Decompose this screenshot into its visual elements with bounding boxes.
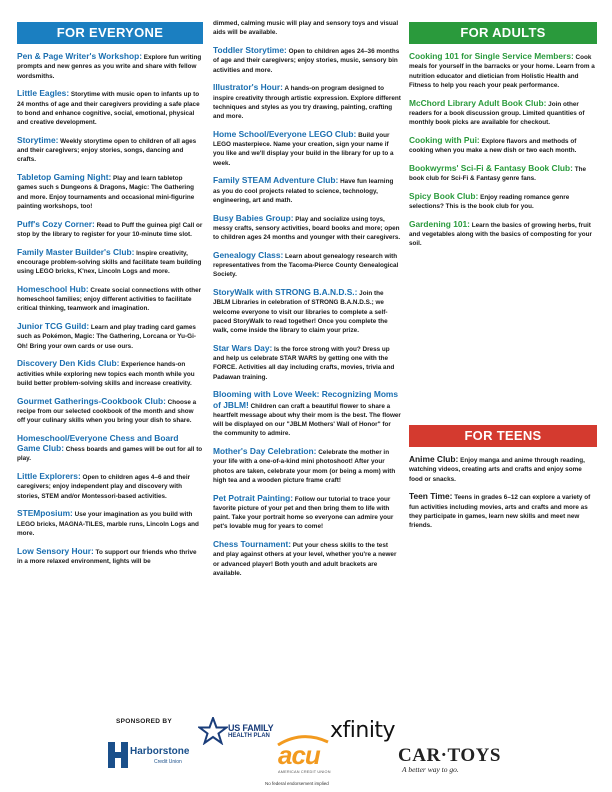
program-title: Gardening 101: — [409, 218, 470, 229]
program-description: To support our friends who thrive in a more relaxed environment, lights will be — [17, 548, 197, 565]
everyone-continued-list — [213, 19, 401, 578]
program-title: McChord Library Adult Book Club: — [409, 97, 547, 108]
program-description: Weekly storytime open to children of all ages and their caregivers; enjoy stories, songs, dancing and crafts. — [17, 137, 197, 164]
everyone-continued-column — [213, 19, 401, 587]
program-title: Little Eagles: — [17, 88, 70, 99]
sponsored-by-label: SPONSORED BY — [116, 718, 172, 725]
program-title: Illustrator's Hour: — [213, 82, 283, 93]
program-description: Read to Puff the guinea pig! Call or stop by the library to register for your 10-minute time slot. — [17, 221, 203, 238]
program-entry — [213, 288, 401, 335]
program-description: Inspire creativity, encourage problem-solving skills and facilitate team building using LEGO bricks, K'nex, Lincoln Logs and more. — [17, 249, 202, 275]
program-description: Build your LEGO masterpiece. Name your creation, sign your name if you like and we'll display your build in the library for up to a week. — [213, 131, 394, 167]
program-description: Explore flavors and methods of cooking when you make a new dish or two each month. — [409, 137, 577, 154]
program-title: Little Explorers: — [17, 471, 81, 481]
program-description: Enjoy reading romance genre selections? This is the book club for you. — [409, 193, 570, 210]
program-description: Play and socialize using toys, messy crafts, sensory activities, board books and more; open to children ages 24 months and younger with their caregivers. — [213, 215, 401, 241]
program-entry — [409, 455, 597, 484]
sponsors-strip — [0, 712, 612, 792]
adults-column — [409, 22, 597, 257]
program-entry — [409, 136, 597, 156]
program-entry — [409, 192, 597, 212]
program-title: Storytime: — [17, 134, 59, 145]
program-title: STEMposium: — [17, 508, 73, 519]
teens-list — [409, 455, 597, 530]
program-entry — [213, 344, 401, 382]
program-title: Genealogy Class: — [213, 249, 284, 260]
acu-sub: AMERICAN CREDIT UNION — [278, 770, 331, 774]
program-description: Play and learn tabletop games such s Dungeons & Dragons, Magic: The Gathering and more. Enjoy tournaments and occasional mini-figurine painting workshops, too! — [17, 175, 195, 210]
program-title: Family Master Builder's Club: — [17, 246, 135, 257]
program-entry — [17, 89, 203, 127]
for-adults-banner: FOR ADULTS — [409, 22, 597, 44]
adults-list — [409, 52, 597, 249]
program-title: Mother's Day Celebration: — [213, 446, 317, 456]
program-title: Chess Tournament: — [213, 539, 292, 549]
harborstone-sub: Credit Union — [154, 759, 182, 765]
program-description: Children can craft a beautiful flower to share a heartfelt message about why their mom is the best. The flower will be displayed on our "JBLM Mothers' Wall of Honor" for the community to admire. — [213, 402, 401, 438]
us-family-name: US FAMILY — [228, 723, 274, 733]
program-entry — [409, 220, 597, 249]
program-title: Home School/Everyone LEGO Club: — [213, 128, 357, 139]
teens-section — [409, 425, 597, 539]
program-entry — [17, 322, 203, 351]
program-title: Spicy Book Club: — [409, 190, 479, 201]
program-description: Have fun learning as you do cool projects related to science, technology, engineering, art and math. — [213, 178, 394, 204]
program-title: Discovery Den Kids Club: — [17, 358, 120, 369]
program-title: Junior TCG Guild: — [17, 321, 90, 331]
car-toys-name: CAR·TOYS — [398, 745, 501, 766]
program-description: Storytime with music open to infants up to 24 months of age and their caregivers providing a safe place to bond and enhance cognitive, social, emotional, physical and creative development. — [17, 91, 200, 126]
program-title: Gourmet Gatherings-Cookbook Club: — [17, 395, 166, 406]
program-description: Is the force strong with you? Dress up and help us celebrate STAR WARS by getting one with the FORCE. Activities all day including crafts, movies, trivia and Padawan training. — [213, 345, 395, 381]
star-icon — [198, 717, 228, 745]
us-family-sub: HEALTH PLAN — [228, 733, 270, 739]
program-description: The book club for Sci-Fi & Fantasy genre fans. — [409, 165, 586, 182]
everyone-list — [17, 52, 203, 566]
program-description: Open to children ages 24–36 months of age and their caregivers; enjoy stories, music, sensory bin activities and more. — [213, 48, 400, 74]
program-entry — [409, 99, 597, 128]
program-description: Follow our tutorial to trace your favorite picture of your pet and then bring them to life with paint. Take your portrait home so everyone can admire your pet's lovable mug for years to come! — [213, 495, 394, 531]
program-entry — [17, 136, 203, 165]
program-description: Teens in grades 6–12 can explore a variety of fun activities including movies, arts and crafts and more as they participate in games, learn new skills and meet new friends. — [409, 494, 591, 529]
program-entry — [213, 130, 401, 168]
program-title: Star Wars Day: — [213, 342, 273, 353]
program-entry — [409, 52, 597, 90]
program-entry — [17, 434, 203, 464]
for-everyone-banner: FOR EVERYONE — [17, 22, 203, 44]
program-entry — [17, 52, 203, 81]
program-description: Choose a recipe from our selected cookbook of the month and show off your culinary skills when you bring your dish to share. — [17, 398, 197, 424]
acu-logo — [272, 734, 332, 779]
program-title: Homeschool/Everyone Chess and Board Game Club: — [17, 432, 179, 453]
program-entry — [213, 176, 401, 205]
program-title: Blooming with Love Week: Recognizing Moms of JBLM! — [213, 389, 399, 410]
program-description: Learn and play trading card games such as Pokémon, Magic: The Gathering, Lorcana or Yu-Gi-Oh! Bring your own cards or use ours. — [17, 324, 196, 350]
car-toys-logo — [398, 745, 508, 774]
program-entry — [17, 397, 203, 426]
program-entry — [409, 164, 597, 184]
program-title: Anime Club: — [409, 454, 459, 464]
program-title: Pet Potrait Painting: — [213, 492, 294, 503]
program-title: Pen & Page Writer's Workshop: — [17, 51, 143, 61]
program-description: Celebrate the mother in your life with a one-of-a-kind mini photoshoot! After your photos are taken, celebrate your mom (or being a mom) with high tea and a wooden picture frame craft! — [213, 449, 396, 484]
program-description: Cook meals for yourself in the barracks or your home. Learn from a nutrition educator and dietician from Holistic Health and Fitness to help you reach your peak performance. — [409, 54, 595, 89]
program-description: Use your imagination as you build with LEGO bricks, MAGNA-TILES, marble runs, Lincoln Logs and more. — [17, 511, 199, 537]
program-entry — [213, 540, 401, 578]
program-entry — [17, 220, 203, 240]
program-description: Join other readers for a book discussion group. Limited quantities of monthly book picks are available for checkout. — [409, 100, 585, 126]
program-title: Bookwyrms' Sci-Fi & Fantasy Book Club: — [409, 162, 573, 173]
car-toys-tagline: A better way to go. — [402, 765, 459, 774]
program-title: Teen Time: — [409, 491, 453, 502]
harborstone-logo — [108, 740, 203, 780]
program-title: StoryWalk with STRONG B.A.N.D.S.: — [213, 287, 358, 297]
program-entry — [17, 248, 203, 277]
program-entry — [17, 472, 203, 501]
program-entry — [17, 359, 203, 388]
program-description: Put your chess skills to the test and play against others at your level, whether you're a newer or advanced player! Both youth and adult brackets are available. — [213, 542, 397, 577]
program-entry — [213, 46, 401, 75]
program-title: Tabletop Gaming Night: — [17, 172, 112, 182]
program-entry — [17, 285, 203, 314]
program-title: Cooking 101 for Single Service Members: — [409, 51, 574, 61]
program-description: Open to children ages 4–6 and their caregivers; enjoy independent play and discovery with stories, STEM and/or Montessori-based activities. — [17, 474, 191, 500]
program-description: A hands-on program designed to inspire creativity through artistic expression. Explore different techniques and styles as you try drawing, painting, crafting and more. — [213, 85, 401, 120]
program-description: Experience hands-on activities while exploring new topics each month while you build better problem-solving skills and increase creativity. — [17, 361, 195, 387]
program-title: Toddler Storytime: — [213, 45, 287, 55]
program-description: Chess boards and games will be out for all to play. — [17, 446, 203, 463]
everyone-column — [17, 22, 203, 575]
program-title: Low Sensory Hour: — [17, 545, 94, 556]
program-description: Create social connections with other homeschool families; enjoy different activities to facilitate critical thinking, teamwork and imagination. — [17, 286, 202, 313]
program-title: Busy Babies Group: — [213, 212, 294, 223]
program-entry — [213, 83, 401, 121]
program-entry — [213, 390, 401, 438]
program-entry — [213, 251, 401, 280]
program-entry — [17, 173, 203, 211]
program-entry — [409, 492, 597, 530]
program-entry — [213, 447, 401, 485]
program-title: Puff's Cozy Corner: — [17, 218, 95, 229]
program-title: Cooking with Pui: — [409, 134, 480, 145]
program-description: Learn the basics of growing herbs, fruit and vegetables along with the basics of composting for your soil. — [409, 221, 592, 248]
program-entry — [17, 547, 203, 567]
program-description: Join the JBLM Libraries in celebration of STRONG B.A.N.D.S.; we welcome everyone to visit our libraries to complete a self-paced StoryWalk to read together! Once you complete the walk, come inside the library to claim your prize. — [213, 290, 388, 334]
harborstone-h-icon — [108, 742, 128, 768]
xfinity-logo: xfinity — [330, 718, 396, 743]
program-description: dimmed, calming music will play and sensory toys and visual aids will be available. — [213, 20, 399, 37]
program-entry — [213, 214, 401, 243]
program-description: Enjoy manga and anime through reading, watching videos, creating arts and crafts and enjoy some food or snacks. — [409, 457, 585, 483]
program-entry — [17, 509, 203, 538]
program-title: Family STEAM Adventure Club: — [213, 175, 339, 186]
endorsement-note: No federal endorsement implied — [265, 781, 329, 786]
acu-name: acu — [278, 740, 320, 770]
program-title: Homeschool Hub: — [17, 283, 89, 294]
program-entry — [213, 494, 401, 532]
program-description: Explore fun writing prompts and new genres as you write and share with fellow wordsmiths. — [17, 54, 202, 80]
harborstone-name: Harborstone — [130, 746, 190, 757]
program-description: Learn about genealogy research with representatives from the Tacoma-Pierce County Genealogical Society. — [213, 252, 399, 279]
program-entry — [213, 19, 401, 38]
for-teens-banner: FOR TEENS — [409, 425, 597, 447]
